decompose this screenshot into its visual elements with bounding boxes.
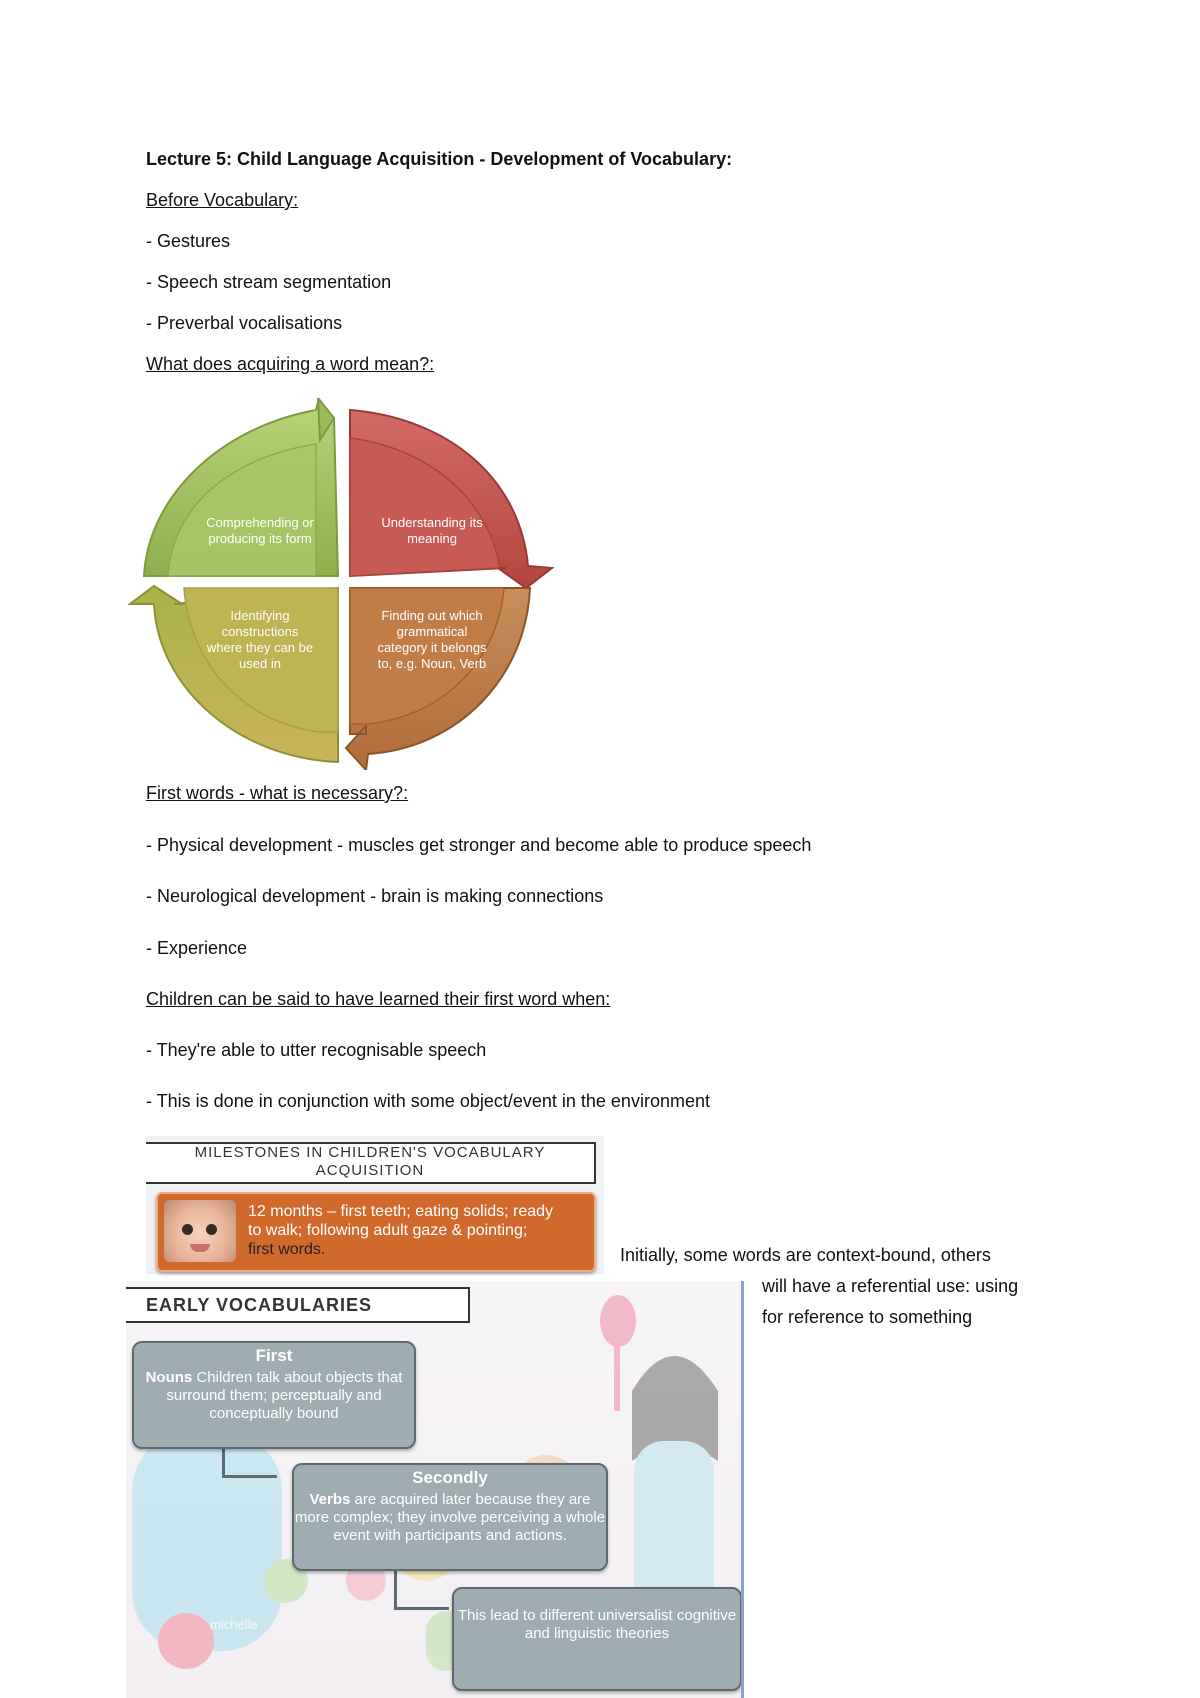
milestones-title-line: MILESTONES IN CHILDREN'S VOCABULARY <box>194 1144 546 1161</box>
third-text: This lead to different universalist cognitive and linguistic theories <box>457 1607 737 1642</box>
q1-label-line: producing its form <box>208 531 312 546</box>
q2-label-line: meaning <box>407 531 457 546</box>
before-vocab-heading: Before Vocabulary: <box>146 190 299 210</box>
side-note-line: will have a referential use: using <box>762 1276 1019 1296</box>
q4-label-line: constructions <box>221 624 299 639</box>
second-heading: Secondly <box>412 1468 488 1487</box>
q3-label-line: category it belongs <box>377 640 487 655</box>
q3-label-line: grammatical <box>396 624 468 639</box>
first-text: Nouns Children talk about objects that surround them; perceptually and conceptually bound <box>145 1369 403 1422</box>
first-words-heading: First words - what is necessary?: <box>146 783 409 803</box>
early-vocab-title: EARLY VOCABULARIES <box>126 1287 470 1323</box>
list-item: - Gestures <box>146 231 231 251</box>
milestone-line: to walk; following adult gaze & pointing; <box>248 1222 528 1239</box>
image-edge-line <box>741 1281 744 1698</box>
q4-label-line: Identifying <box>230 608 290 623</box>
milestones-image <box>146 1136 604 1274</box>
list-item: - Experience <box>146 938 248 958</box>
milestone-line: first words. <box>248 1241 326 1258</box>
q3-label-line: Finding out which <box>381 608 483 623</box>
third-box <box>452 1587 742 1691</box>
acquiring-heading: What does acquiring a word mean?: <box>146 354 435 374</box>
q4-label-line: where they can be <box>206 640 314 655</box>
list-item: - Physical development - muscles get stronger and become able to produce speech <box>146 835 812 855</box>
early-vocabularies-image <box>126 1281 742 1698</box>
second-box <box>292 1463 608 1571</box>
milestone-text <box>248 1202 588 1259</box>
baby-photo <box>164 1200 236 1262</box>
list-item: - Neurological development - brain is making connections <box>146 886 604 906</box>
q4-label-line: used in <box>239 656 281 671</box>
q3-label-line: to, e.g. Noun, Verb <box>377 656 487 671</box>
milestones-title <box>146 1142 596 1184</box>
first-box <box>132 1341 416 1449</box>
list-item: - Speech stream segmentation <box>146 272 392 292</box>
second-text: Verbs are acquired later because they are more complex; they involve perceiving a whole event with participants and actions. <box>294 1491 606 1544</box>
q1-label-line: Comprehending or <box>206 515 314 530</box>
list-item: - This is done in conjunction with some object/event in the environment <box>146 1091 710 1111</box>
side-note-line: for reference to something <box>762 1307 973 1327</box>
watermark: michelle <box>210 1617 258 1632</box>
milestone-box <box>156 1192 596 1272</box>
q2-label-line: Understanding its <box>381 515 483 530</box>
first-heading: First <box>255 1346 293 1365</box>
page-title: Lecture 5: Child Language Acquisition - Development of Vocabulary: <box>146 149 733 169</box>
acquisition-cycle-diagram <box>128 398 560 770</box>
list-item: - They're able to utter recognisable speech <box>146 1040 487 1060</box>
side-note-line: Initially, some words are context-bound, others <box>620 1245 991 1265</box>
milestone-line: 12 months – first teeth; eating solids; ready <box>248 1203 554 1220</box>
list-item: - Preverbal vocalisations <box>146 313 343 333</box>
milestones-title-line: ACQUISITION <box>315 1162 425 1179</box>
learned-heading: Children can be said to have learned their first word when: <box>146 989 611 1009</box>
